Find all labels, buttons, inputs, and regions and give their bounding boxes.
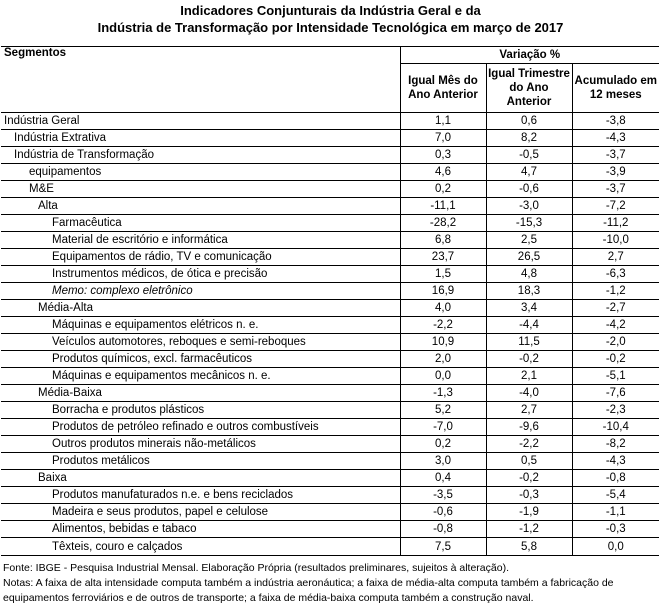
value-12m: -3,9 (572, 164, 659, 181)
value-12m: -2,3 (572, 402, 659, 419)
value-12m: -1,2 (572, 283, 659, 300)
value-quarter: 0,5 (486, 453, 572, 470)
value-quarter: 4,7 (486, 164, 572, 181)
value-quarter: 11,5 (486, 334, 572, 351)
table-row (1, 113, 659, 130)
value-month: -2,2 (400, 317, 486, 334)
value-quarter: 2,7 (486, 402, 572, 419)
segment-name: Produtos manufaturados n.e. e bens reciclados (1, 487, 400, 504)
value-month: -1,3 (400, 385, 486, 402)
value-month: -11,1 (400, 198, 486, 215)
segment-name: Farmacêutica (1, 215, 400, 232)
value-month: 0,2 (400, 436, 486, 453)
value-quarter: -1,2 (486, 521, 572, 538)
segment-name: Outros produtos minerais não-metálicos (1, 436, 400, 453)
value-12m: -3,7 (572, 147, 659, 164)
value-month: 23,7 (400, 249, 486, 266)
table-row (1, 198, 659, 215)
value-quarter: -15,3 (486, 215, 572, 232)
value-month: 10,9 (400, 334, 486, 351)
value-month: 3,0 (400, 453, 486, 470)
value-12m: -4,3 (572, 453, 659, 470)
segment-name: Produtos de petróleo refinado e outros combustíveis (1, 419, 400, 436)
segment-name: Indústria Geral (1, 113, 400, 130)
segment-name: Baixa (1, 470, 400, 487)
value-month: 0,2 (400, 181, 486, 198)
segment-name: Borracha e produtos plásticos (1, 402, 400, 419)
col-same-quarter-header: Igual Trimestre do Ano Anterior (486, 64, 572, 113)
value-quarter: -0,6 (486, 181, 572, 198)
value-month: 4,0 (400, 300, 486, 317)
col-same-month-header: Igual Mês do Ano Anterior (400, 64, 486, 113)
table-row (1, 300, 659, 317)
value-month: 1,5 (400, 266, 486, 283)
table-row (1, 487, 659, 504)
table-row (1, 419, 659, 436)
value-12m: -6,3 (572, 266, 659, 283)
value-12m: -4,2 (572, 317, 659, 334)
segment-name: Equipamentos de rádio, TV e comunicação (1, 249, 400, 266)
table-row (1, 334, 659, 351)
value-month: -28,2 (400, 215, 486, 232)
value-quarter: 4,8 (486, 266, 572, 283)
value-12m: -5,4 (572, 487, 659, 504)
value-month: 6,8 (400, 232, 486, 249)
value-12m: -10,0 (572, 232, 659, 249)
value-month: -0,6 (400, 504, 486, 521)
segment-name: Média-Alta (1, 300, 400, 317)
value-quarter: 8,2 (486, 130, 572, 147)
value-quarter: 5,8 (486, 538, 572, 556)
value-month: 1,1 (400, 113, 486, 130)
value-month: -3,5 (400, 487, 486, 504)
table-row (1, 181, 659, 198)
value-quarter: -4,0 (486, 385, 572, 402)
source-note: Fonte: IBGE - Pesquisa Industrial Mensal. Elaboração Própria (resultados preliminares, sujeitos à alteração). (3, 562, 509, 574)
value-12m: -5,1 (572, 368, 659, 385)
segment-name: Produtos metálicos (1, 453, 400, 470)
value-quarter: -0,3 (486, 487, 572, 504)
segment-name: Máquinas e equipamentos mecânicos n. e. (1, 368, 400, 385)
table-row (1, 436, 659, 453)
table-row (1, 368, 659, 385)
variation-header: Variação % (400, 47, 659, 64)
segment-name: Máquinas e equipamentos elétricos n. e. (1, 317, 400, 334)
notes-text: Notas: A faixa de alta intensidade computa também a indústria aeronáutica; a faixa de média-alta computa também a fabricação de equipamentos ferroviários e de outros de transporte; a faixa de média-baixa computa também a construção naval. (3, 577, 614, 604)
value-12m: -2,7 (572, 300, 659, 317)
value-month: -7,0 (400, 419, 486, 436)
table-row (1, 521, 659, 538)
segment-name: Madeira e seus produtos, papel e celulose (1, 504, 400, 521)
indicators-table (1, 46, 659, 556)
value-12m: 2,7 (572, 249, 659, 266)
table-row (1, 283, 659, 300)
value-12m: -7,6 (572, 385, 659, 402)
value-quarter: -1,9 (486, 504, 572, 521)
segment-name: Produtos químicos, excl. farmacêuticos (1, 351, 400, 368)
value-12m: -11,2 (572, 215, 659, 232)
value-quarter: 18,3 (486, 283, 572, 300)
segment-name: Instrumentos médicos, de ótica e precisão (1, 266, 400, 283)
table-row (1, 470, 659, 487)
value-12m: -3,8 (572, 113, 659, 130)
table-row (1, 453, 659, 470)
table-footnotes (3, 561, 659, 606)
segment-name: Têxteis, couro e calçados (1, 538, 400, 556)
segment-name: equipamentos (1, 164, 400, 181)
value-month: 5,2 (400, 402, 486, 419)
value-quarter: 0,6 (486, 113, 572, 130)
table-row (1, 351, 659, 368)
value-month: 4,6 (400, 164, 486, 181)
value-month: -0,8 (400, 521, 486, 538)
table-title-line-1: Indicadores Conjunturais da Indústria Geral e da (180, 3, 481, 18)
value-12m: -3,7 (572, 181, 659, 198)
value-quarter: 3,4 (486, 300, 572, 317)
value-quarter: -2,2 (486, 436, 572, 453)
value-quarter: 26,5 (486, 249, 572, 266)
table-row (1, 266, 659, 283)
segment-name: Alimentos, bebidas e tabaco (1, 521, 400, 538)
value-12m: -0,2 (572, 351, 659, 368)
value-month: 0,4 (400, 470, 486, 487)
table-row (1, 130, 659, 147)
segment-name: Indústria de Transformação (1, 147, 400, 164)
table-title-line-2: Indústria de Transformação por Intensidade Tecnológica em março de 2017 (97, 20, 564, 35)
table-row (1, 317, 659, 334)
table-row (1, 538, 659, 556)
value-12m: 0,0 (572, 538, 659, 556)
value-month: 7,5 (400, 538, 486, 556)
value-12m: -8,2 (572, 436, 659, 453)
value-quarter: -0,2 (486, 351, 572, 368)
value-12m: -0,8 (572, 470, 659, 487)
table-row (1, 147, 659, 164)
value-12m: -4,3 (572, 130, 659, 147)
value-quarter: -0,5 (486, 147, 572, 164)
header-row-top (1, 47, 659, 64)
table-row (1, 504, 659, 521)
value-quarter: -4,4 (486, 317, 572, 334)
value-quarter: -9,6 (486, 419, 572, 436)
col-accumulated-header: Acumulado em 12 meses (572, 64, 659, 113)
segment-name: Média-Baixa (1, 385, 400, 402)
table-row (1, 164, 659, 181)
value-12m: -0,3 (572, 521, 659, 538)
table-row (1, 249, 659, 266)
value-month: 16,9 (400, 283, 486, 300)
segments-header: Segmentos (1, 47, 400, 113)
value-quarter: -3,0 (486, 198, 572, 215)
value-quarter: 2,5 (486, 232, 572, 249)
value-12m: -1,1 (572, 504, 659, 521)
value-month: 0,3 (400, 147, 486, 164)
segment-name: Indústria Extrativa (1, 130, 400, 147)
value-12m: -10,4 (572, 419, 659, 436)
value-quarter: -0,2 (486, 470, 572, 487)
segment-name: Material de escritório e informática (1, 232, 400, 249)
value-month: 7,0 (400, 130, 486, 147)
value-month: 0,0 (400, 368, 486, 385)
segment-name: Alta (1, 198, 400, 215)
segment-name: M&E (1, 181, 400, 198)
value-12m: -2,0 (572, 334, 659, 351)
table-row (1, 402, 659, 419)
table-row (1, 385, 659, 402)
value-quarter: 2,1 (486, 368, 572, 385)
value-12m: -7,2 (572, 198, 659, 215)
table-row (1, 232, 659, 249)
table-row (1, 215, 659, 232)
segment-name: Memo: complexo eletrônico (1, 283, 400, 300)
segment-name: Veículos automotores, reboques e semi-reboques (1, 334, 400, 351)
value-month: 2,0 (400, 351, 486, 368)
